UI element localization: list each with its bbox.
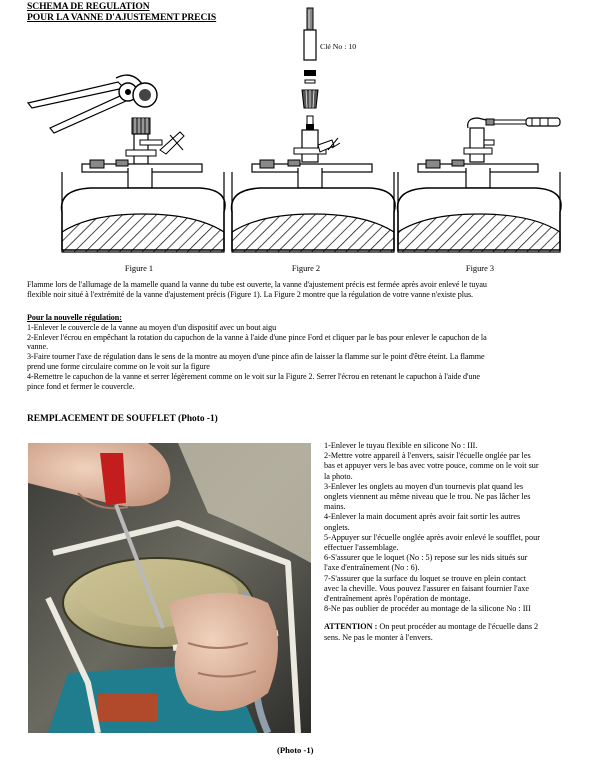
regulation-title: Pour la nouvelle régulation: <box>27 313 122 322</box>
header-line-2: POUR LA VANNE D'AJUSTEMENT PRECIS <box>27 12 217 23</box>
photo-1 <box>28 443 311 733</box>
soufflet-line: onglets viennent au même niveau que le trou. Ne pas lâcher les <box>324 492 531 502</box>
soufflet-line: 3-Enlever les onglets au moyen d'un tournevis plat quand les <box>324 481 524 491</box>
soufflet-line: d'entraînement après l'opération de montage. <box>324 594 471 604</box>
regulation-line: 1-Enlever le couvercle de la vanne au moyen d'un dispositif avec un bout aigu <box>27 322 277 332</box>
regulation-diagram <box>20 0 580 275</box>
soufflet-line: 4-Enlever la main document après avoir fait sortir les autres <box>324 512 521 522</box>
figure-3-drawing <box>398 118 561 252</box>
regulation-line: 3-Faire tourner l'axe de régulation dans le sens de la montre au moyen d'une pince afin de laisser la flamme sur le point d'être éteint. La flamme <box>27 352 485 362</box>
figure-1-label: Figure 1 <box>124 264 154 273</box>
figure-3-label: Figure 3 <box>465 264 495 273</box>
regulation-line: prend une forme circulaire comme on le voit sur la figure <box>27 361 210 371</box>
soufflet-line: effectuer l'assemblage. <box>324 543 399 553</box>
soufflet-line: 2-Mettre votre appareil à l'envers, saisir l'écuelle onglée par les <box>324 451 531 461</box>
soufflet-line: bas et appuyer vers le bas avec votre pouce, comme on le voit sur <box>324 461 539 471</box>
regulation-section <box>27 313 587 391</box>
photo-caption: (Photo -1) <box>277 745 314 755</box>
regulation-line: pince fond et fermer le couvercle. <box>27 381 135 391</box>
attention-label: ATTENTION : <box>324 622 378 632</box>
attention-text: On peut procéder au montage de l'écuelle dans 2 <box>377 622 539 632</box>
figure-2-label: Figure 2 <box>291 264 321 273</box>
soufflet-line: avec la cheville. Vous pouvez l'assurer en faisant fournier l'axe <box>324 583 529 593</box>
intro-line-1: Flamme lors de l'allumage de la mamelle quand la vanne du tube est ouverte, la vanne d'ajustement précis est fermée après avoir enlevé le tuyau <box>27 280 487 289</box>
regulation-line: vanne. <box>27 342 49 352</box>
regulation-line: 2-Enlever l'écrou en empêchant la rotation du capuchon de la vanne à l'aide d'une pince Ford et cliquer par le bas pour enlever le capuchon de la <box>27 332 487 342</box>
attention-line-2: sens. Ne pas le monter à l'envers. <box>324 632 433 642</box>
soufflet-line: 8-Ne pas oublier de procéder au montage de la silicone No : III <box>324 604 531 614</box>
soufflet-list <box>324 441 570 643</box>
figure-2-drawing <box>232 8 395 252</box>
header-line-1: SCHEMA DE REGULATION <box>27 1 150 12</box>
cle-label: Clé No : 10 <box>320 42 357 51</box>
soufflet-line: 7-S'assurer que la surface du loquet se trouve en plein contact <box>324 573 526 583</box>
soufflet-line: la photo. <box>324 471 353 481</box>
attention-paragraph <box>324 622 570 632</box>
figure-1-drawing <box>28 75 225 252</box>
regulation-line: 4-Remettre le capuchon de la vanne et serrer légèrement comme on le voit sur la Figure 2. Serrer l'écrou en retenant le capuchon à l'aide d'une <box>27 371 480 381</box>
soufflet-line: 5-Appuyer sur l'écuelle onglée après avoir enlevé le soufflet, pour <box>324 532 540 542</box>
intro-line-2: flexible noir situé à l'extrémité de la vanne d'ajustement précis (Figure 1). La Figure 2 montre que la régulation de votre vanne n'existe plus. <box>27 289 474 299</box>
intro-paragraph <box>27 280 583 300</box>
soufflet-title: REMPLACEMENT DE SOUFFLET (Photo -1) <box>27 414 218 424</box>
soufflet-line: mains. <box>324 502 346 512</box>
soufflet-line: 6-S'assurer que le loquet (No : 5) repose sur les nids situés sur <box>324 553 528 563</box>
soufflet-line: l'axe d'entraînement (No : 6). <box>324 563 420 573</box>
soufflet-line: 1-Enlever le tuyau flexible en silicone No : III. <box>324 441 478 450</box>
soufflet-line: onglets. <box>324 522 350 532</box>
